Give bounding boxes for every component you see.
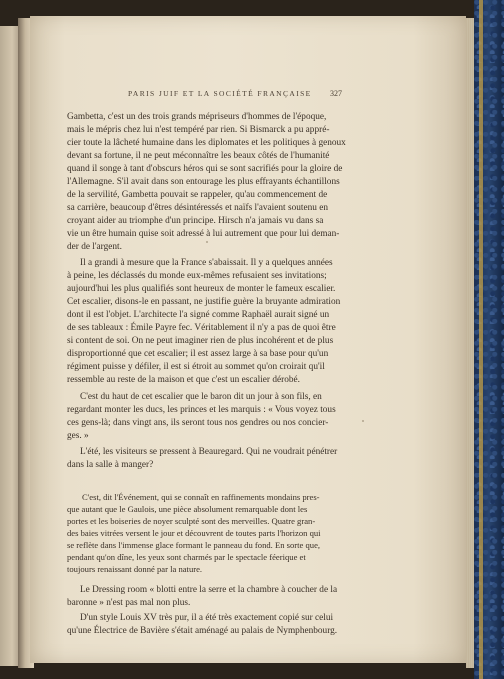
paper-speck [362, 420, 364, 422]
body-line: quand il songe à tant d'obscurs héros qui se sont sacrifiés pour la gloire de [67, 164, 343, 174]
quote-line: C'est, dit l'Événement, qui se connaît en raffinements mondains pres- [82, 492, 320, 502]
quote-line: se reflète dans l'immense glace formant le panneau du fond. En sorte que, [67, 540, 321, 550]
body-line: ressemble au reste de la maison et que c'est un escalier dérobé. [67, 375, 300, 385]
body-line: qu'une Électrice de Bavière s'était aménagé au palais de Nymphenbourg. [67, 626, 338, 636]
body-line: aujourd'hui les plus qualifiés sont heureux de monter le fameux escalier. [67, 284, 336, 294]
quote-line: portes et les boiseries de noyer sculpté sont des merveilles. Quatre gran- [67, 516, 316, 526]
body-line: mais le mépris chez lui n'est tempéré par rien. Si Bismarck a pu appré- [67, 125, 330, 135]
body-line: C'est du haut de cet escalier que le baron dit un jour à son fils, en [80, 392, 322, 402]
body-line: si content de soi. On ne peut imaginer rien de plus incohérent et de plus [67, 336, 334, 346]
body-line: D'un style Louis XV très pur, il a été très exactement copié sur celui [80, 613, 334, 623]
paper-speck [206, 241, 208, 243]
body-line: ces gens-là; dans vingt ans, ils seront tous nos gendres ou nos concier- [67, 418, 329, 428]
running-head: PARIS JUIF ET LA SOCIÉTÉ FRANÇAISE [128, 89, 312, 98]
body-line: vie un être humain quise soit adressé à lui autrement que pour lui deman- [67, 229, 340, 239]
quote-line: toujours renaissant donné par la nature. [67, 564, 203, 574]
body-line: dans la salle à manger? [67, 460, 154, 470]
body-line: Gambetta, c'est un des trois grands mépriseurs d'hommes de l'époque, [67, 112, 327, 122]
body-line: dont il est l'objet. L'architecte l'a signé comme Raphaël aurait signé un [67, 310, 330, 320]
body-line: de la servilité, Gambetta pouvait se rappeler, qu'au commencement de [67, 190, 328, 200]
body-line: baronne » n'est pas mal non plus. [67, 598, 191, 608]
body-line: croyant aider au triomphe d'un principe. Hirsch n'a jamais vu dans sa [67, 216, 324, 226]
body-line: Le Dressing room « blotti entre la serre et la chambre à coucher de la [80, 585, 338, 595]
body-line: cier toute la lâcheté humaine dans les diplomates et les politiques à genoux [67, 138, 346, 148]
quote-line: que autant que le Gaulois, une pièce absolument remarquable dont les [67, 504, 308, 514]
cover-binding-stripe [479, 0, 483, 679]
body-line: l'Allemagne. S'il avait dans son entourage les plus effrayants échantillons [67, 177, 340, 187]
body-line: de ses tableaux : Émile Payre fec. Véritablement il n'y a pas de quoi être [67, 323, 336, 333]
page-number: 327 [330, 89, 342, 98]
quote-line: pendant qu'on dîne, les yeux sont charmés par le spectacle féerique et [67, 552, 306, 562]
body-line: L'été, les visiteurs se pressent à Beauregard. Qui ne voudrait pénétrer [80, 447, 338, 457]
body-line: sa carrière, beaucoup d'êtres désintéressés et naïfs l'avaient soutenu en [67, 203, 328, 213]
body-line: ges. » [67, 431, 89, 441]
body-line: disproportionné que cet escalier; il est assez large à sa base pour qu'un [67, 349, 329, 359]
quote-line: des baies vitrées versent le jour et découvrent de toutes parts l'horizon qui [67, 528, 321, 538]
body-line: regardant monter les ducs, les princes et les marquis : « Vous voyez tous [67, 405, 336, 415]
body-line: Cet escalier, disons-le en passant, ne justifie guère la bruyante admiration [67, 297, 341, 307]
body-line: régiment puisse y défiler, il est si étroit au sommet qu'on croirait qu'il [67, 362, 325, 372]
body-line: à peine, les déclassés du monde eux-mêmes refusaient ses invitations; [67, 271, 327, 281]
body-line: Il a grandi à mesure que la France s'abaissait. Il y a quelques années [80, 258, 333, 268]
body-line: der de l'argent. [67, 242, 122, 252]
body-line: devant sa fortune, il ne peut méconnaître les beaux côtés de l'humanité [67, 151, 330, 161]
